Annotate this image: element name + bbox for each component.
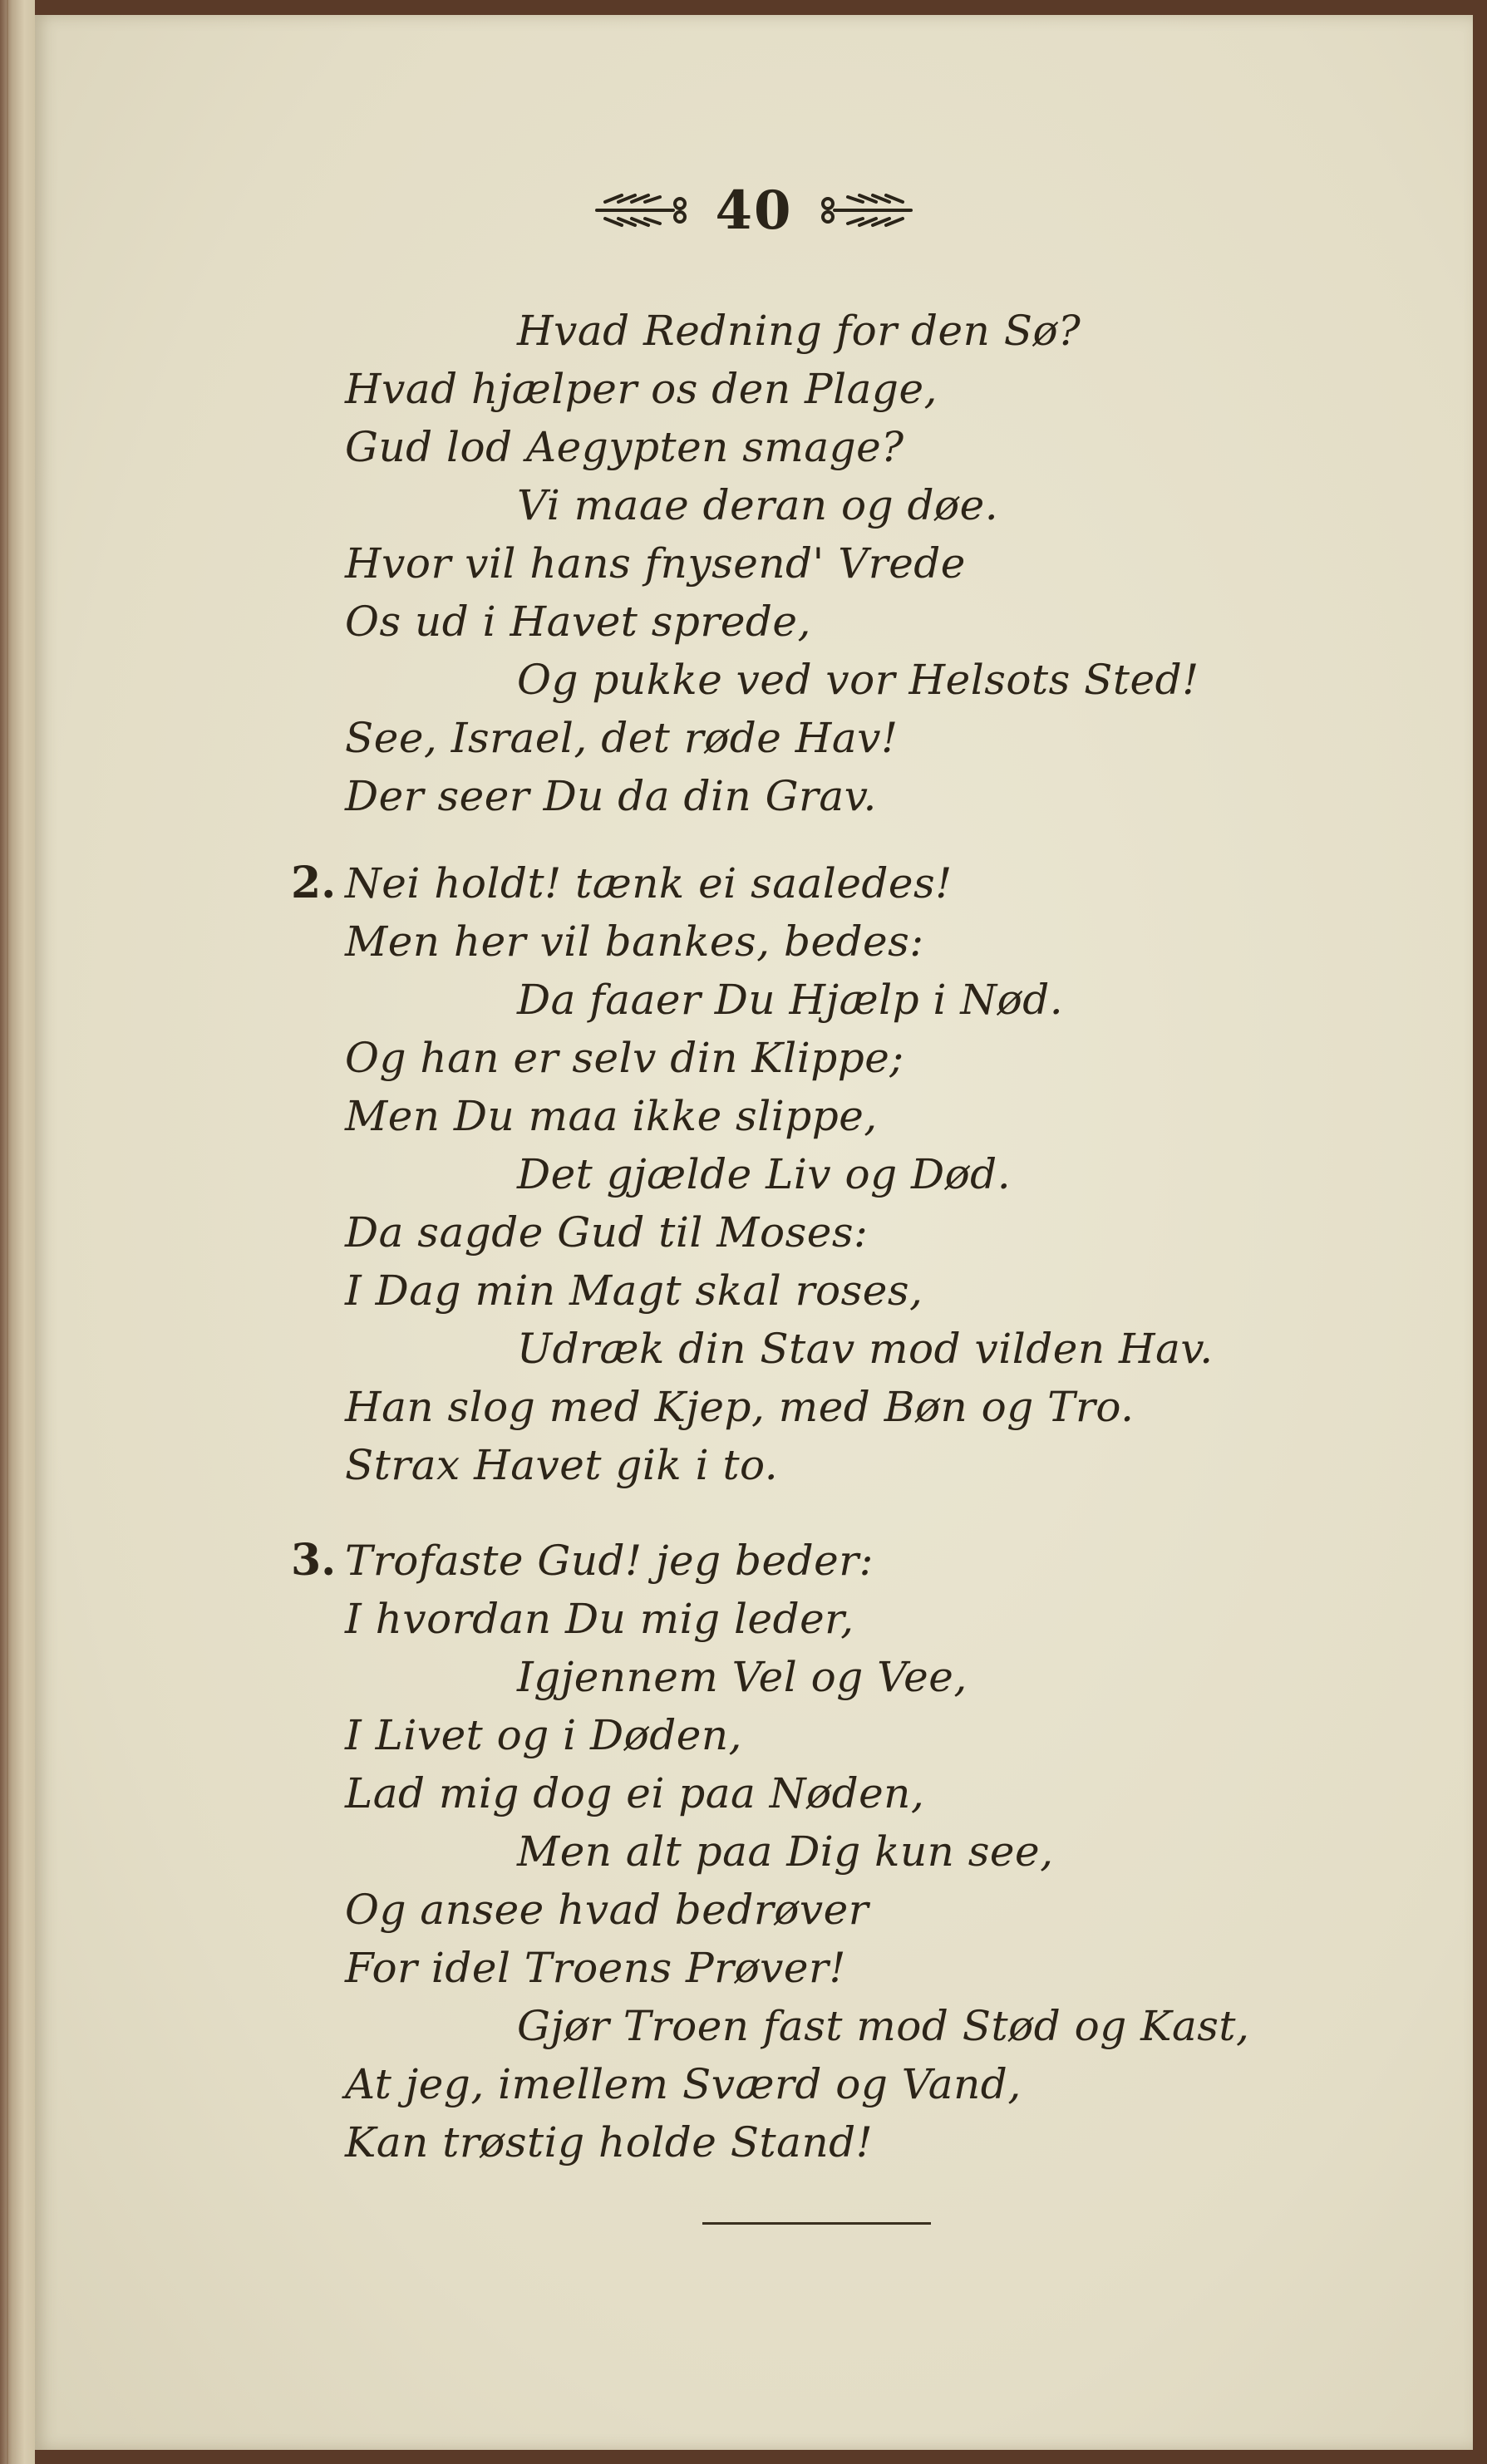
verse-line: Hvad hjælper os den Plage, xyxy=(345,365,938,413)
verse-line: Vi maae deran og døe. xyxy=(517,481,999,529)
verse-line: I hvordan Du mig leder, xyxy=(345,1595,854,1643)
verse-line: Udræk din Stav mod vilden Hav. xyxy=(517,1325,1214,1373)
end-rule-divider xyxy=(702,2222,931,2225)
verse-line: Da faaer Du Hjælp i Nød. xyxy=(517,976,1064,1024)
verse-line: Han slog med Kjep, med Bøn og Tro. xyxy=(345,1383,1135,1431)
verse-line: Igjennem Vel og Vee, xyxy=(517,1653,968,1701)
verse-line: Trofaste Gud! jeg beder: xyxy=(345,1537,874,1585)
verse-line: Nei holdt! tænk ei saaledes! xyxy=(345,859,953,907)
verse-line: Hvor vil hans fnysend' Vrede xyxy=(345,539,966,588)
book-page xyxy=(35,15,1473,2450)
verse-line: Gjør Troen fast mod Stød og Kast, xyxy=(517,2002,1250,2050)
verse-line: Det gjælde Liv og Død. xyxy=(517,1150,1012,1198)
verse-line: See, Israel, det røde Hav! xyxy=(345,714,899,762)
book-spine-edge xyxy=(0,0,35,2464)
verse-line: For idel Troens Prøver! xyxy=(345,1944,847,1992)
stanza-number: 3. xyxy=(291,1535,337,1586)
verse-line: Kan trøstig holde Stand! xyxy=(345,2118,874,2166)
verse-line: Og ansee hvad bedrøver xyxy=(345,1886,869,1934)
hymn-verses xyxy=(35,15,1473,2450)
verse-line: Hvad Redning for den Sø? xyxy=(517,307,1081,355)
verse-line: Strax Havet gik i to. xyxy=(345,1441,779,1489)
verse-line: Gud lod Aegypten smage? xyxy=(345,423,904,471)
verse-line: Men alt paa Dig kun see, xyxy=(517,1827,1054,1876)
stanza-number: 2. xyxy=(291,858,337,908)
verse-line: Lad mig dog ei paa Nøden, xyxy=(345,1769,925,1817)
verse-line: Men her vil bankes, bedes: xyxy=(345,917,924,966)
verse-line: Da sagde Gud til Moses: xyxy=(345,1208,869,1257)
page-number: 40 xyxy=(715,179,793,242)
verse-line: Der seer Du da din Grav. xyxy=(345,772,877,820)
verse-line: Os ud i Havet sprede, xyxy=(345,598,811,646)
verse-line: Og han er selv din Klippe; xyxy=(345,1034,904,1082)
verse-line: At jeg, imellem Sværd og Vand, xyxy=(345,2060,1022,2108)
verse-line: Og pukke ved vor Helsots Sted! xyxy=(517,656,1199,704)
verse-line: I Dag min Magt skal roses, xyxy=(345,1266,923,1315)
verse-line: I Livet og i Døden, xyxy=(345,1711,742,1759)
verse-line: Men Du maa ikke slippe, xyxy=(345,1092,878,1140)
